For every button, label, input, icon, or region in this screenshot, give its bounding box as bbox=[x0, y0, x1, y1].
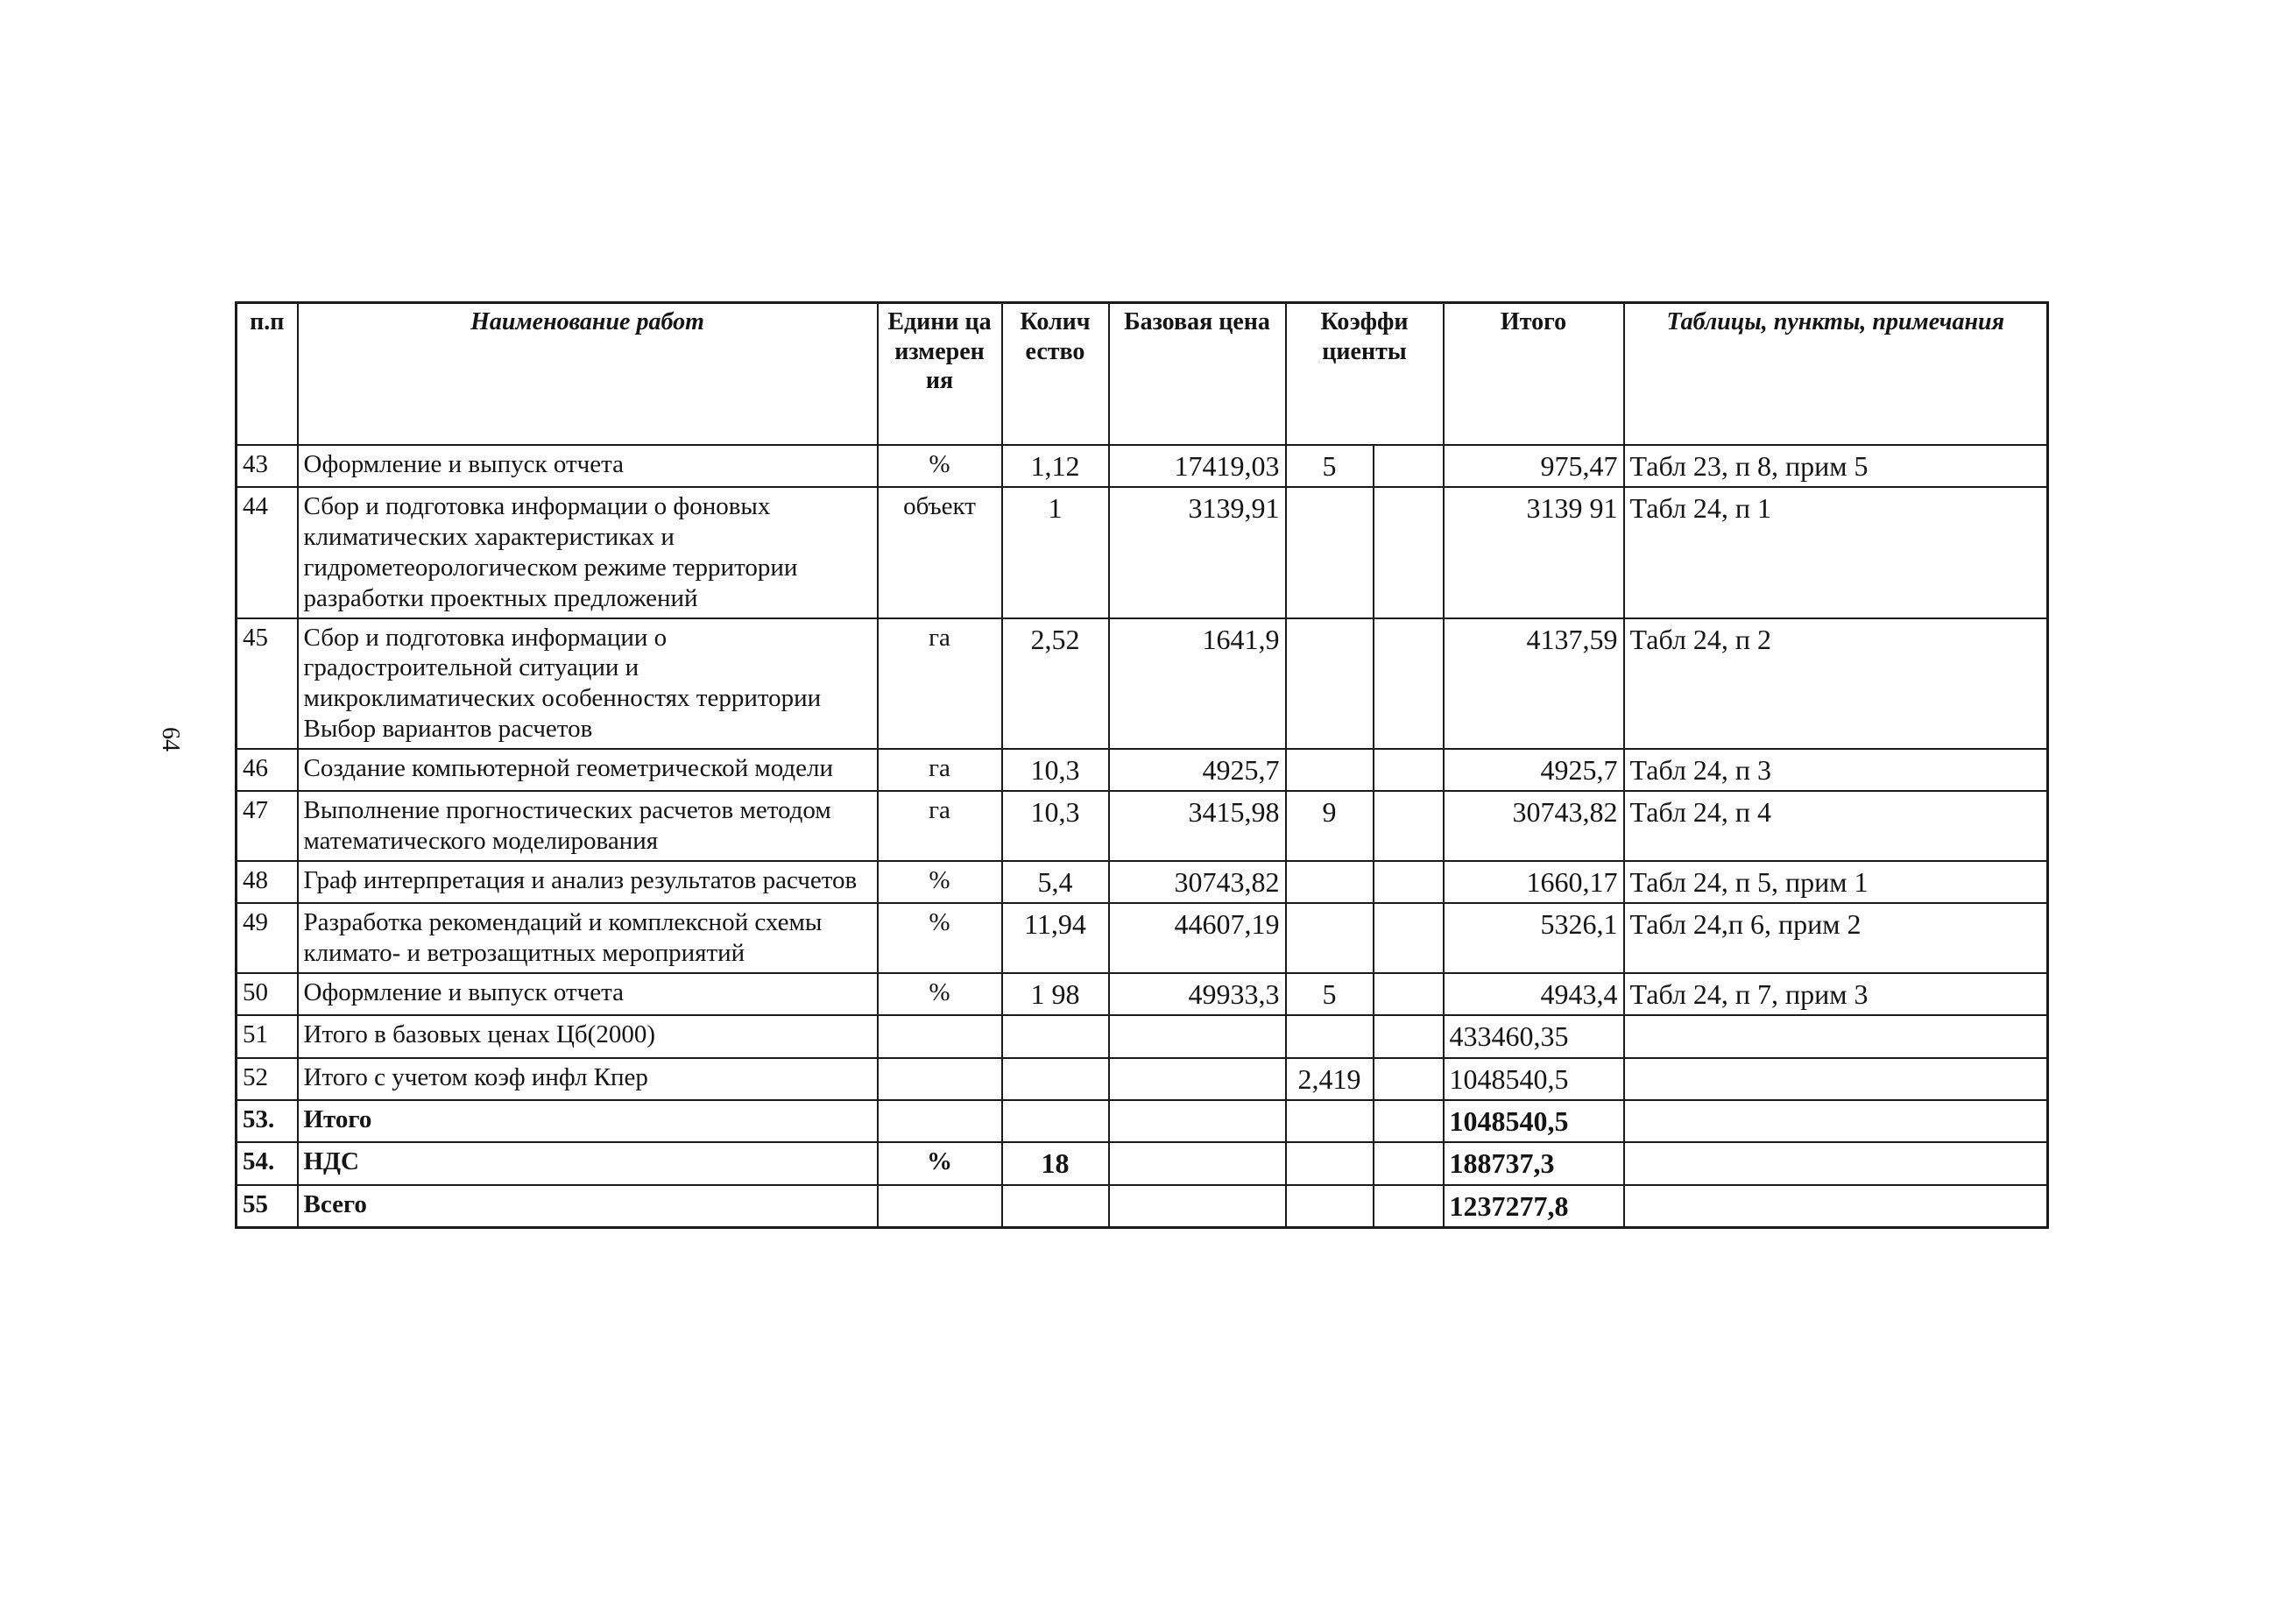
work-name-cell: Разработка рекомендаций и комплексной схемы климато- и ветрозащитных мероприятий bbox=[298, 903, 878, 973]
estimate-table bbox=[235, 301, 2049, 1229]
row-number-cell: 51 bbox=[237, 1015, 298, 1057]
coefficient-cell bbox=[1286, 903, 1374, 973]
table-row bbox=[237, 618, 2048, 749]
base-price-cell: 1641,9 bbox=[1109, 618, 1286, 749]
notes-cell: Табл 24, п 1 bbox=[1624, 487, 2048, 617]
unit-cell: га bbox=[878, 618, 1002, 749]
coefficient-cell bbox=[1286, 1100, 1374, 1142]
header-coefficients: Коэффи циенты bbox=[1286, 303, 1444, 446]
work-name-cell: НДС bbox=[298, 1142, 878, 1184]
work-name-cell: Граф интерпретация и анализ результатов расчетов bbox=[298, 861, 878, 903]
page-number: 64 bbox=[157, 727, 184, 752]
quantity-cell: 2,52 bbox=[1002, 618, 1109, 749]
unit-cell: га bbox=[878, 791, 1002, 861]
notes-cell: Табл 24, п 3 bbox=[1624, 749, 2048, 791]
work-name-cell: Создание компьютерной геометрической модели bbox=[298, 749, 878, 791]
row-number-cell: 50 bbox=[237, 973, 298, 1015]
table-row bbox=[237, 861, 2048, 903]
total-cell: 4137,59 bbox=[1444, 618, 1624, 749]
quantity-cell: 10,3 bbox=[1002, 749, 1109, 791]
quantity-cell: 1 98 bbox=[1002, 973, 1109, 1015]
header-notes: Таблицы, пункты, примечания bbox=[1624, 303, 2048, 446]
table-row bbox=[237, 749, 2048, 791]
coefficient-cell bbox=[1286, 1185, 1374, 1228]
unit-cell bbox=[878, 1185, 1002, 1228]
total-cell: 433460,35 bbox=[1444, 1015, 1624, 1057]
unit-cell bbox=[878, 1100, 1002, 1142]
work-name-cell: Итого bbox=[298, 1100, 878, 1142]
coefficient-extra-cell bbox=[1374, 1142, 1444, 1184]
coefficient-extra-cell bbox=[1374, 861, 1444, 903]
base-price-cell: 3415,98 bbox=[1109, 791, 1286, 861]
table-header-row bbox=[237, 303, 2048, 446]
coefficient-extra-cell bbox=[1374, 1185, 1444, 1228]
coefficient-cell: 9 bbox=[1286, 791, 1374, 861]
base-price-cell bbox=[1109, 1185, 1286, 1228]
coefficient-cell bbox=[1286, 1142, 1374, 1184]
header-unit: Едини ца измерен ия bbox=[878, 303, 1002, 446]
quantity-cell bbox=[1002, 1185, 1109, 1228]
coefficient-extra-cell bbox=[1374, 618, 1444, 749]
quantity-cell bbox=[1002, 1015, 1109, 1057]
coefficient-cell: 2,419 bbox=[1286, 1058, 1374, 1100]
notes-cell: Табл 24, п 5, прим 1 bbox=[1624, 861, 2048, 903]
header-base-price: Базовая цена bbox=[1109, 303, 1286, 446]
unit-cell: объект bbox=[878, 487, 1002, 617]
coefficient-extra-cell bbox=[1374, 749, 1444, 791]
unit-cell bbox=[878, 1015, 1002, 1057]
total-cell: 188737,3 bbox=[1444, 1142, 1624, 1184]
header-name: Наименование работ bbox=[298, 303, 878, 446]
header-num: п.п bbox=[237, 303, 298, 446]
work-name-cell: Оформление и выпуск отчета bbox=[298, 445, 878, 487]
coefficient-cell bbox=[1286, 861, 1374, 903]
work-name-cell: Оформление и выпуск отчета bbox=[298, 973, 878, 1015]
notes-cell bbox=[1624, 1015, 2048, 1057]
table-row bbox=[237, 445, 2048, 487]
row-number-cell: 48 bbox=[237, 861, 298, 903]
base-price-cell: 3139,91 bbox=[1109, 487, 1286, 617]
notes-cell bbox=[1624, 1142, 2048, 1184]
work-name-cell: Сбор и подготовка информации о градостроительной ситуации и микроклиматических особенностях территории Выбор вариантов расчетов bbox=[298, 618, 878, 749]
coefficient-cell bbox=[1286, 618, 1374, 749]
work-name-cell: Сбор и подготовка информации о фоновых климатических характеристиках и гидрометеорологическом режиме территории разработки проектных предложений bbox=[298, 487, 878, 617]
quantity-cell: 1,12 bbox=[1002, 445, 1109, 487]
work-name-cell: Выполнение прогностических расчетов методом математического моделирования bbox=[298, 791, 878, 861]
notes-cell: Табл 23, п 8, прим 5 bbox=[1624, 445, 2048, 487]
coefficient-extra-cell bbox=[1374, 973, 1444, 1015]
header-total: Итого bbox=[1444, 303, 1624, 446]
total-cell: 1660,17 bbox=[1444, 861, 1624, 903]
base-price-cell: 30743,82 bbox=[1109, 861, 1286, 903]
base-price-cell: 44607,19 bbox=[1109, 903, 1286, 973]
coefficient-cell bbox=[1286, 1015, 1374, 1057]
notes-cell: Табл 24,п 6, прим 2 bbox=[1624, 903, 2048, 973]
coefficient-extra-cell bbox=[1374, 903, 1444, 973]
base-price-cell bbox=[1109, 1142, 1286, 1184]
total-cell: 4943,4 bbox=[1444, 973, 1624, 1015]
quantity-cell: 18 bbox=[1002, 1142, 1109, 1184]
unit-cell: % bbox=[878, 445, 1002, 487]
table-row bbox=[237, 973, 2048, 1015]
table-body bbox=[237, 445, 2048, 1228]
table-row bbox=[237, 1058, 2048, 1100]
coefficient-cell bbox=[1286, 487, 1374, 617]
coefficient-extra-cell bbox=[1374, 1015, 1444, 1057]
table-row bbox=[237, 1015, 2048, 1057]
unit-cell: % bbox=[878, 903, 1002, 973]
row-number-cell: 54. bbox=[237, 1142, 298, 1184]
total-cell: 1048540,5 bbox=[1444, 1058, 1624, 1100]
notes-cell bbox=[1624, 1100, 2048, 1142]
total-cell: 5326,1 bbox=[1444, 903, 1624, 973]
notes-cell: Табл 24, п 7, прим 3 bbox=[1624, 973, 2048, 1015]
quantity-cell bbox=[1002, 1100, 1109, 1142]
unit-cell: % bbox=[878, 1142, 1002, 1184]
table-row bbox=[237, 791, 2048, 861]
base-price-cell: 17419,03 bbox=[1109, 445, 1286, 487]
row-number-cell: 44 bbox=[237, 487, 298, 617]
base-price-cell bbox=[1109, 1058, 1286, 1100]
row-number-cell: 49 bbox=[237, 903, 298, 973]
total-cell: 4925,7 bbox=[1444, 749, 1624, 791]
coefficient-cell: 5 bbox=[1286, 973, 1374, 1015]
row-number-cell: 46 bbox=[237, 749, 298, 791]
quantity-cell bbox=[1002, 1058, 1109, 1100]
quantity-cell: 5,4 bbox=[1002, 861, 1109, 903]
table-row bbox=[237, 1185, 2048, 1228]
coefficient-extra-cell bbox=[1374, 791, 1444, 861]
row-number-cell: 53. bbox=[237, 1100, 298, 1142]
notes-cell bbox=[1624, 1185, 2048, 1228]
unit-cell: % bbox=[878, 861, 1002, 903]
table-row bbox=[237, 1142, 2048, 1184]
work-name-cell: Итого в базовых ценах Цб(2000) bbox=[298, 1015, 878, 1057]
notes-cell: Табл 24, п 2 bbox=[1624, 618, 2048, 749]
coefficient-extra-cell bbox=[1374, 487, 1444, 617]
row-number-cell: 45 bbox=[237, 618, 298, 749]
table-row bbox=[237, 487, 2048, 617]
total-cell: 3139 91 bbox=[1444, 487, 1624, 617]
row-number-cell: 55 bbox=[237, 1185, 298, 1228]
coefficient-extra-cell bbox=[1374, 1100, 1444, 1142]
table-row bbox=[237, 1100, 2048, 1142]
coefficient-extra-cell bbox=[1374, 1058, 1444, 1100]
base-price-cell: 4925,7 bbox=[1109, 749, 1286, 791]
total-cell: 1048540,5 bbox=[1444, 1100, 1624, 1142]
coefficient-cell bbox=[1286, 749, 1374, 791]
quantity-cell: 11,94 bbox=[1002, 903, 1109, 973]
total-cell: 1237277,8 bbox=[1444, 1185, 1624, 1228]
notes-cell bbox=[1624, 1058, 2048, 1100]
base-price-cell bbox=[1109, 1015, 1286, 1057]
base-price-cell bbox=[1109, 1100, 1286, 1142]
base-price-cell: 49933,3 bbox=[1109, 973, 1286, 1015]
header-qty: Колич ество bbox=[1002, 303, 1109, 446]
unit-cell: % bbox=[878, 973, 1002, 1015]
work-name-cell: Всего bbox=[298, 1185, 878, 1228]
work-name-cell: Итого с учетом коэф инфл Кпер bbox=[298, 1058, 878, 1100]
notes-cell: Табл 24, п 4 bbox=[1624, 791, 2048, 861]
total-cell: 30743,82 bbox=[1444, 791, 1624, 861]
quantity-cell: 1 bbox=[1002, 487, 1109, 617]
quantity-cell: 10,3 bbox=[1002, 791, 1109, 861]
unit-cell bbox=[878, 1058, 1002, 1100]
row-number-cell: 47 bbox=[237, 791, 298, 861]
unit-cell: га bbox=[878, 749, 1002, 791]
table-row bbox=[237, 903, 2048, 973]
total-cell: 975,47 bbox=[1444, 445, 1624, 487]
coefficient-cell: 5 bbox=[1286, 445, 1374, 487]
row-number-cell: 43 bbox=[237, 445, 298, 487]
coefficient-extra-cell bbox=[1374, 445, 1444, 487]
row-number-cell: 52 bbox=[237, 1058, 298, 1100]
